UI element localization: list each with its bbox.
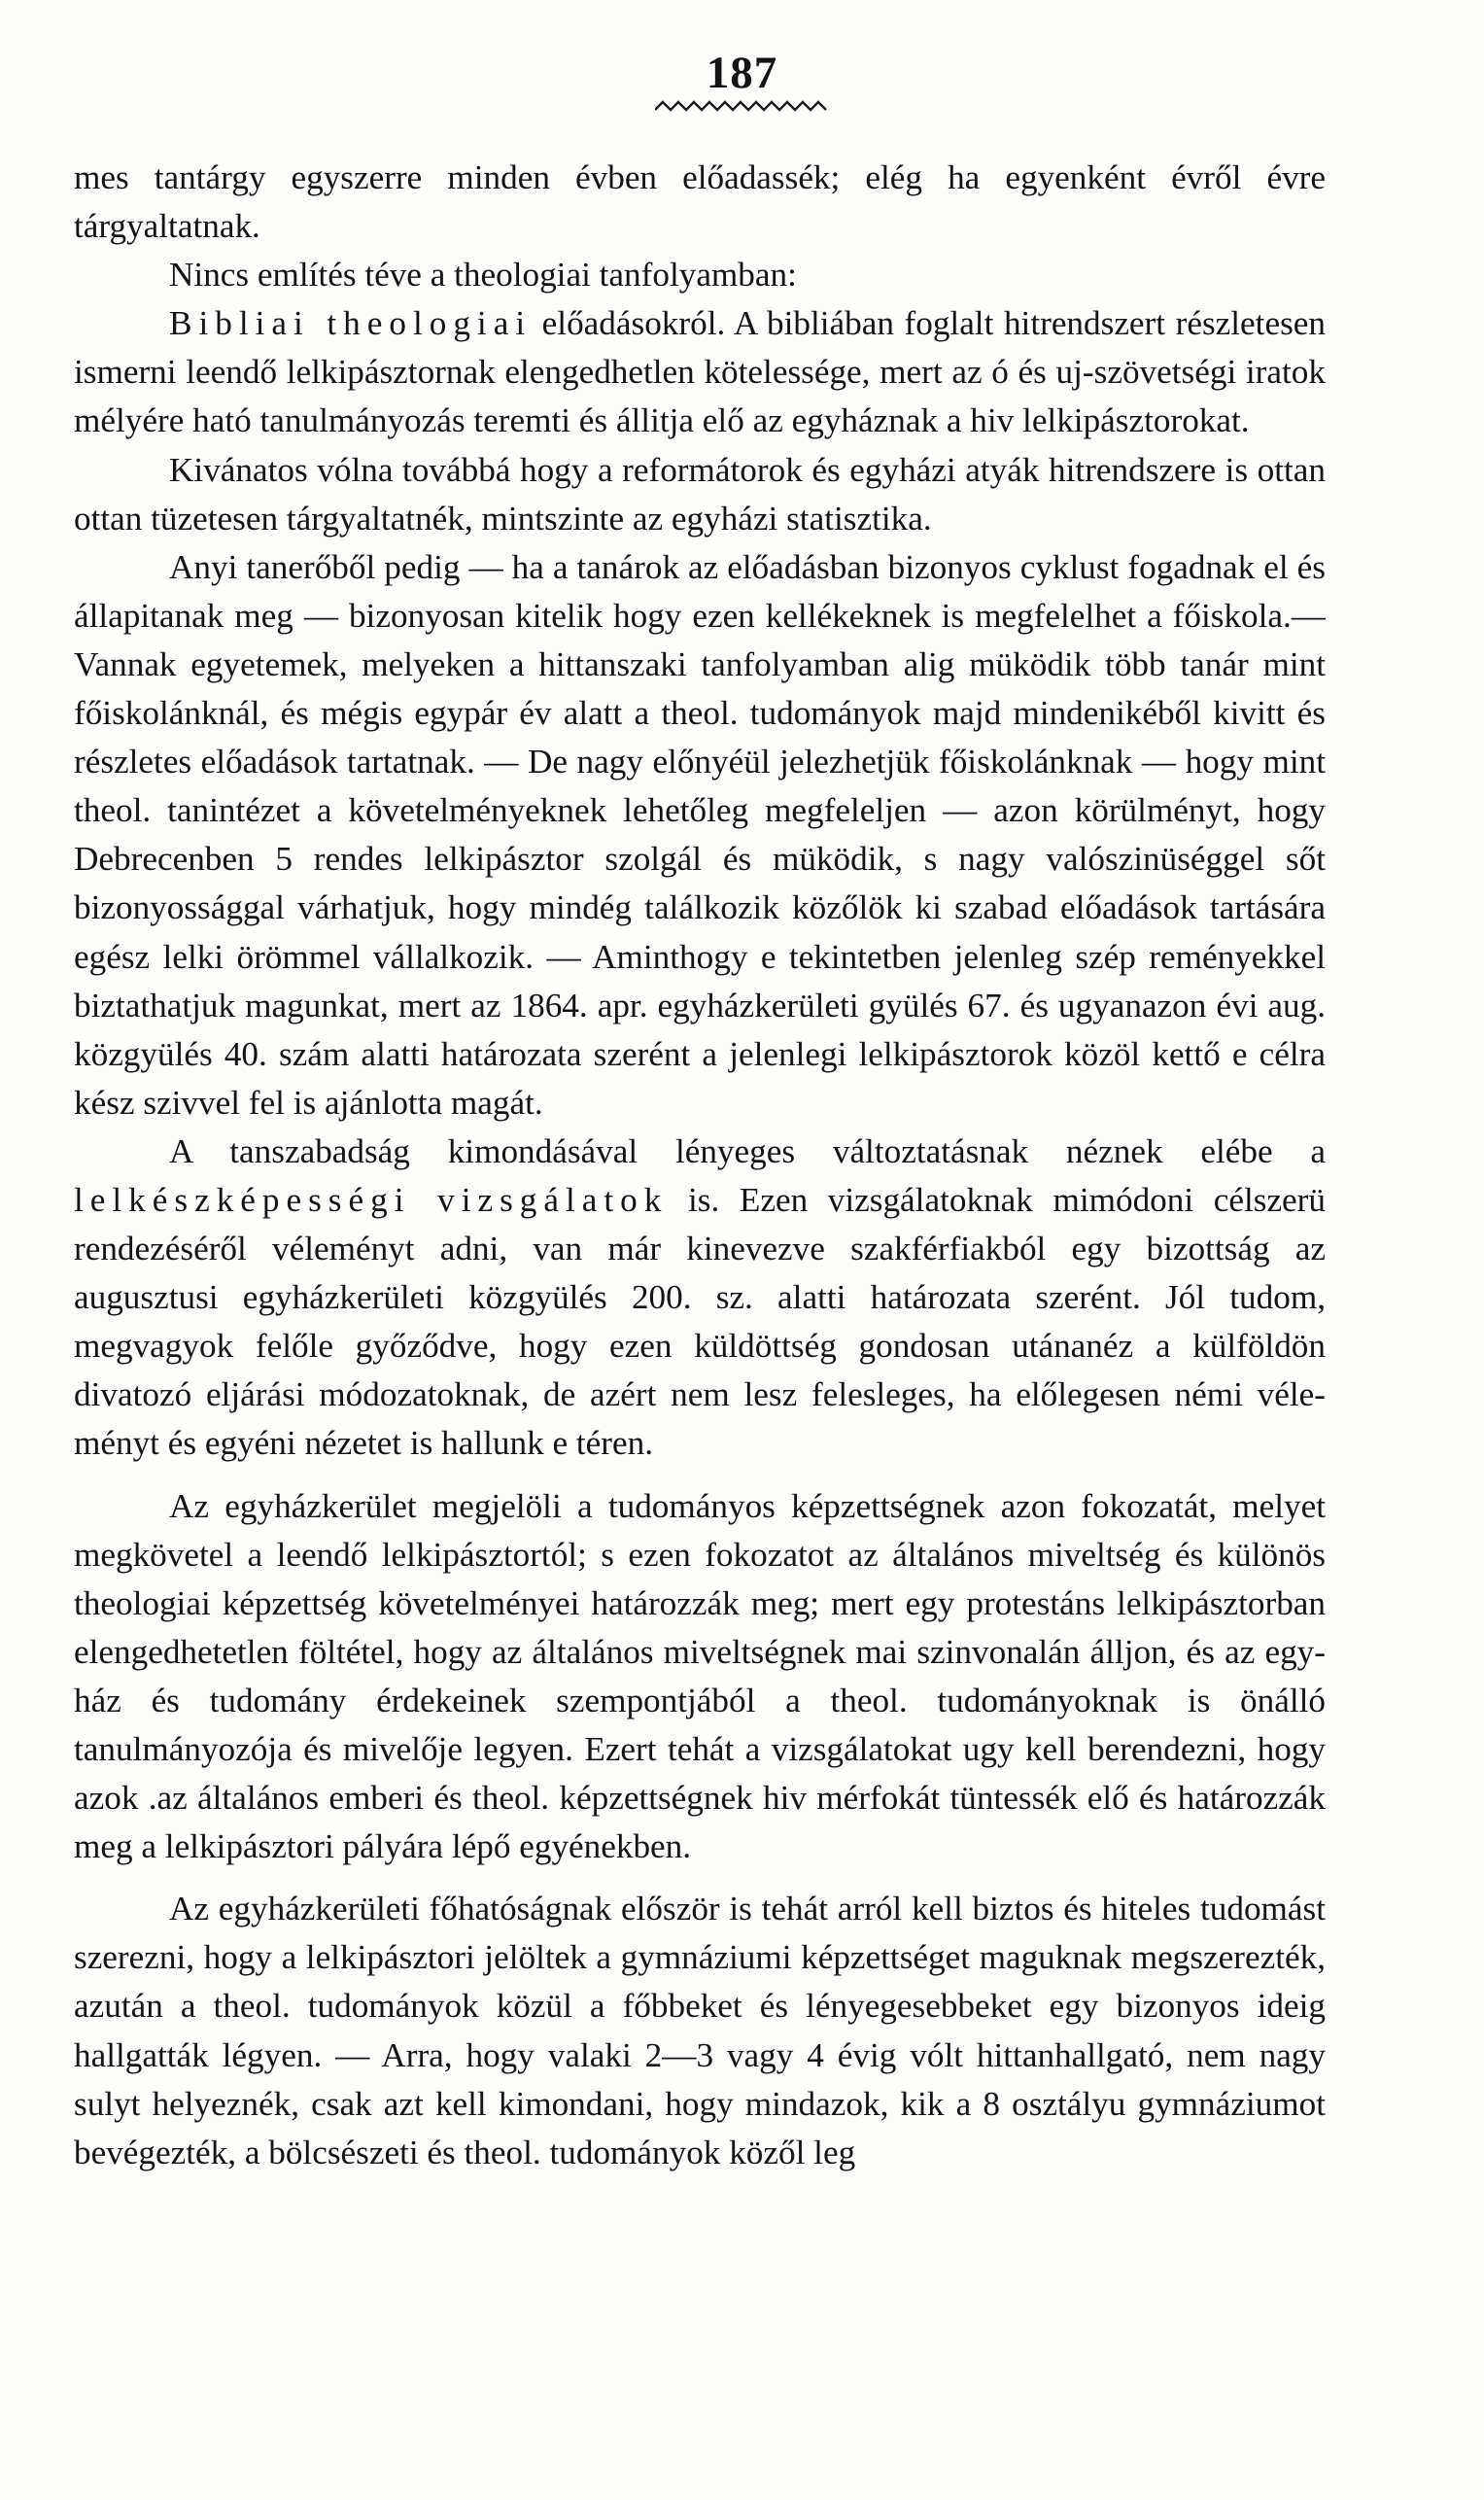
paragraph: [74, 543, 1326, 1128]
paragraph-text: mes tantárgy egyszerre minden évben előadassék; elég ha egyenként évről évre tárgyaltatnak.: [74, 158, 1326, 246]
paragraph: [74, 299, 1326, 445]
paragraph-text: is. Ezen vizsgálatoknak mimódoni célszerü rendezéséről véleményt adni, van már kinevezve szakférfiakból egy bizottság az augusztusi egyházkerületi közgyülés 200. sz. alatti határozata szerént. Jól tudom, megvagyok felőle győződve, hogy ezen küldöttség gondosan utánanéz a külföldön divatozó eljárási módozatoknak, de azért nem lesz felesleges, ha előlegesen némi véleményt és egyéni nézetet is hallunk e téren.: [74, 1180, 1326, 1463]
paragraph-text: Kivánatos vólna továbbá hogy a reformátorok és egyházi atyák hitrendszere is ottan ottan tüzetesen tárgyaltatnék, mintszinte az egyházi statisztika.: [74, 450, 1326, 538]
zigzag-ornament-icon: [655, 100, 830, 114]
paragraph: [74, 1482, 1326, 1872]
paragraph-text: Az egyházkerület megjelöli a tudományos képzettségnek azon fokozatát, melyet megkövetel a leendő lelkipásztortól; s ezen fokozatot az általános miveltség és különös theologiai képzettség követelményei határozzák meg; mert egy protestáns lelkipásztorban elengedhetetlen föltétel, hogy az általános miveltségnek mai szinvonalán álljon, és az egyház és tudomány érdekeinek szempontjából a theol. tudományoknak is önálló tanulmányozója és mivelője legyen. Ezert tehát a vizsgálatokat ugy kell berendezni, hogy azok .az általános emberi és theol. képzettségnek hiv mérfokát tüntessék elő és határozzák meg a lelkipásztori pályára lépő egyénekben.: [74, 1486, 1326, 1866]
paragraph-text: Anyi tanerőből pedig — ha a tanárok az előadásban bizonyos cyklust fogadnak el és állapitanak meg — bizonyosan kitelik hogy ezen kellékeknek is megfelelhet a főiskola.—Vannak egyetemek, melyeken a hittanszaki tanfolyamban alig müködik több tanár mint főiskolánknál, és mégis egypár év alatt a theol. tudományok majd mindenikéből kivitt és részletes előadások tartatnak. — De nagy előnyéül jelezhetjük főiskolánknak — hogy mint theol. tanintézet a követelményeknek lehetőleg megfeleljen — azon körülményt, hogy Debrecenben 5 rendes lelkipásztor szolgál és müködik, s nagy valószinüséggel sőt bizonyossággal várhatjuk, hogy mindég találkozik közőlök ki szabad előadások tartására egész lelki örömmel vállalkozik. — Aminthogy e tekintetben jelenleg szép reményekkel biztathatjuk magunkat, mert az 1864. apr. egyházkerületi gyülés 67. és ugyanazon évi aug. közgyülés 40. szám alatti határozata szerént a jelenlegi lelkipásztorok közöl kettő e célra kész szivvel fel is ajánlotta magát.: [74, 547, 1326, 1122]
paragraph: [74, 1128, 1326, 1469]
paragraph: [74, 1885, 1326, 2177]
paragraph-text: Az egyházkerületi főhatóságnak először is tehát arról kell biztos és hiteles tudomást szerezni, hogy a lelkipásztori jelöltek a gymnáziumi képzettséget maguknak megszerezték, azután a theol. tudományok közül a főbbeket és lényegesebbeket egy bizonyos ideig hallgatták légyen. — Arra, hogy valaki 2—3 vagy 4 évig vólt hittanhallgató, nem nagy sulyt helyeznék, csak azt kell kimondani, hogy mindazok, kik a 8 osztályu gymnáziumot bevégezték, a bölcsészeti és theol. tudományok közől leg: [74, 1890, 1326, 2171]
paragraph-text: Nincs említés téve a theologiai tanfolyamban:: [169, 256, 797, 295]
page-number: 187: [706, 48, 778, 98]
body-text: [74, 154, 1326, 2177]
paragraph-text: A tanszabadság kimondásával lényeges változtatásnak néznek elébe a: [169, 1131, 1326, 1170]
paragraph: [74, 446, 1326, 543]
page-header: [0, 48, 1484, 114]
paragraph-text: előadásokról. A bibliában foglalt hitrendszert részletesen ismerni leendő lelkipásztornak elengedhetlen kötelessége, mert az ó és uj-szövetségi iratok mélyére ható tanulmányozás teremti és állitja elő az egyháznak a hiv lelkipásztorokat.: [74, 304, 1326, 440]
paragraph: [74, 251, 1326, 299]
spaced-emphasis-text: lelkészképességi vizsgálatok: [74, 1180, 669, 1219]
paragraph: [74, 154, 1326, 251]
spaced-emphasis-text: Bibliai theologiai: [169, 304, 533, 343]
